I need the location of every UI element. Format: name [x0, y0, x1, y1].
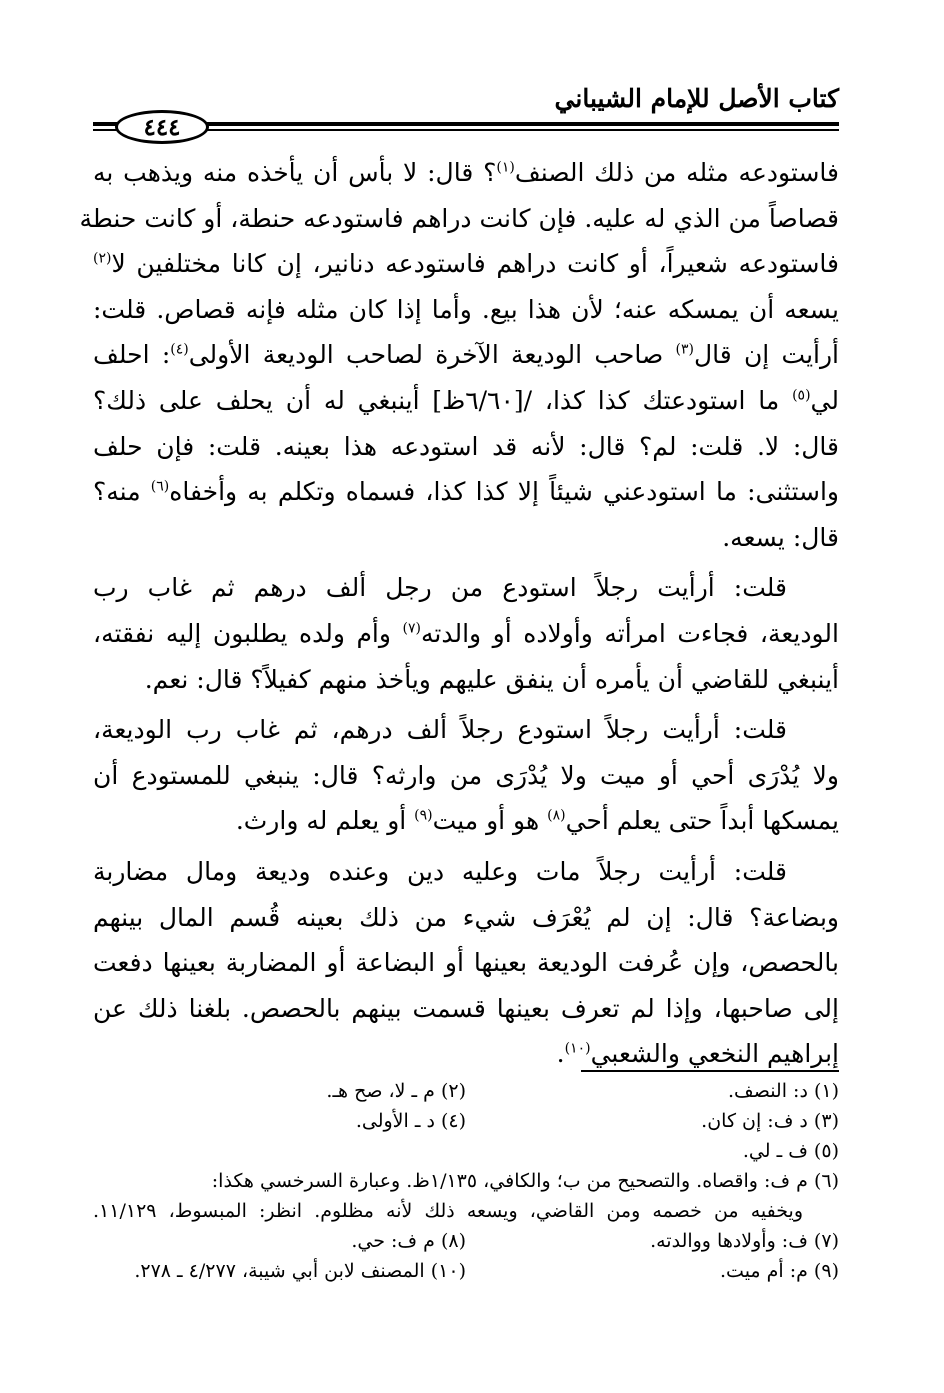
text-line: لي$^{(٥)}$ ما استودعتك كذا كذا، /[٦/٦٠ظ] أينبغي له أن يحلف على ذلك؟ [93, 385, 839, 415]
footnote-ref: (٢) [93, 250, 112, 267]
footnote-separator [581, 1070, 839, 1072]
text-line: قلت: أرأيت رجلاً مات وعليه دين وعنده وديعة ومال مضاربة [93, 856, 787, 886]
page-number-badge [115, 110, 209, 144]
text-line: يسعه أن يمسكه عنه؛ لأن هذا بيع. وأما إذا كان مثله فإنه قصاص. قلت: [93, 294, 839, 324]
text-line: فاستودعه مثله من ذلك الصنف$^{(١)}$؟ قال: لا بأس أن يأخذه منه ويذهب به [93, 158, 839, 187]
text-line: قال: يسعه. [722, 522, 839, 552]
text-line: قال: لا. قلت: لم؟ قال: لأنه قد استودعه هذا بعينه. قلت: فإن حلف [93, 431, 839, 461]
footnote-6: (٦) م ف: واقصاه. والتصحيح من ب؛ والكافي، ١/١٣٥ظ. وعبارة السرخسي هكذا: [211, 1170, 839, 1192]
footnote-ref: (٧) [402, 620, 421, 637]
text-line: يمسكها أبداً حتى يعلم أحي$^{(٨)}$ هو أو ميت$^{(٩)}$ أو يعلم له وارث. [235, 806, 839, 836]
text-line: ولا يُدْرَى أحي أو ميت ولا يُدْرَى من وارثه؟ قال: ينبغي للمستودع أن [93, 760, 839, 790]
footnote-7: (٧) ف: وأولادها ووالدته. [650, 1230, 839, 1252]
text-line: الوديعة، فجاءت امرأته وأولاده أو والدته$^{(٧)}$ وأم ولده يطلبون إليه نفقته، [93, 618, 839, 648]
footnotes [93, 1076, 839, 1286]
footnote-10: (١٠) المصنف لابن أبي شيبة، ٤/٢٧٧ ـ ٢٧٨. [134, 1260, 466, 1282]
footnote-8: (٨) م ف: حي. [351, 1230, 466, 1252]
footnote-ref: (١) [496, 159, 515, 176]
footnote-ref: (٥) [792, 387, 811, 404]
footnote-1: (١) د: النصف. [728, 1080, 839, 1102]
text-line: إلى صاحبها، وإذا لم تعرف بعينها قسمت بينهم بالحصص. بلغنا ذلك عن [93, 993, 839, 1023]
footnote-ref: (١٠) [564, 1040, 591, 1057]
text-line: إبراهيم النخعي والشعبي$^{(١٠)}$. [556, 1039, 839, 1069]
footnote-3: (٣) د ف: إن كان. [701, 1110, 839, 1132]
footnote-2: (٢) م ـ لا، صح هـ. [326, 1080, 466, 1102]
footnote-9: (٩) م: أم ميت. [720, 1260, 839, 1282]
text-line: قصاصاً من الذي له عليه. فإن كانت دراهم فاستودعه حنطة، أو كانت حنطة [79, 203, 839, 233]
text-line: واستثنى: ما استودعني شيئاً إلا كذا كذا، فسماه وتكلم به وأخفاه$^{(٦)}$ منه؟ [93, 477, 839, 507]
text-line: أينبغي للقاضي أن يأمره أن ينفق عليهم ويأخذ منهم كفيلاً؟ قال: نعم. [144, 664, 839, 694]
running-title: كتاب الأصل للإمام الشيباني [554, 84, 839, 113]
footnote-4: (٤) د ـ الأولى. [355, 1110, 466, 1132]
text-line: أرأيت إن قال$^{(٣)}$ صاحب الوديعة الآخرة لصاحب الوديعة الأولى$^{(٤)}$: احلف [93, 340, 839, 370]
footnote-5: (٥) ف ـ لي. [742, 1140, 839, 1162]
footnote-ref: (٨) [547, 807, 566, 824]
page-header [93, 70, 839, 140]
page-number: ٤٤٤ [143, 113, 181, 141]
footnote-ref: (٦) [150, 478, 170, 495]
text-line: فاستودعه شعيراً، أو كانت دراهم فاستودعه دنانير، إن كانا مختلفين لا$^{(٢)}$ [93, 249, 839, 279]
text-line: قلت: أرأيت رجلاً استودع رجلاً ألف درهم، ثم غاب رب الوديعة، [93, 715, 787, 745]
footnote-ref: (٤) [170, 342, 189, 359]
text-line: وبضاعة؟ قال: إن لم يُعْرَف شيء من ذلك بعينه قُسم المال بينهم [93, 902, 839, 932]
footnote-ref: (٣) [675, 342, 694, 359]
main-text [79, 150, 839, 1077]
text-line: قلت: أرأيت رجلاً استودع من رجل ألف درهم ثم غاب رب [93, 573, 787, 603]
footnote-ref: (٩) [414, 807, 433, 824]
footnote-6-continued: ويخفيه من خصمه ومن القاضي، ويسعه ذلك لأنه مظلوم. انظر: المبسوط، ١١/١٢٩. [93, 1200, 803, 1222]
text-line: بالحصص، وإن عُرفت الوديعة بعينها أو البضاعة أو المضاربة بعينها دفعت [93, 948, 839, 978]
